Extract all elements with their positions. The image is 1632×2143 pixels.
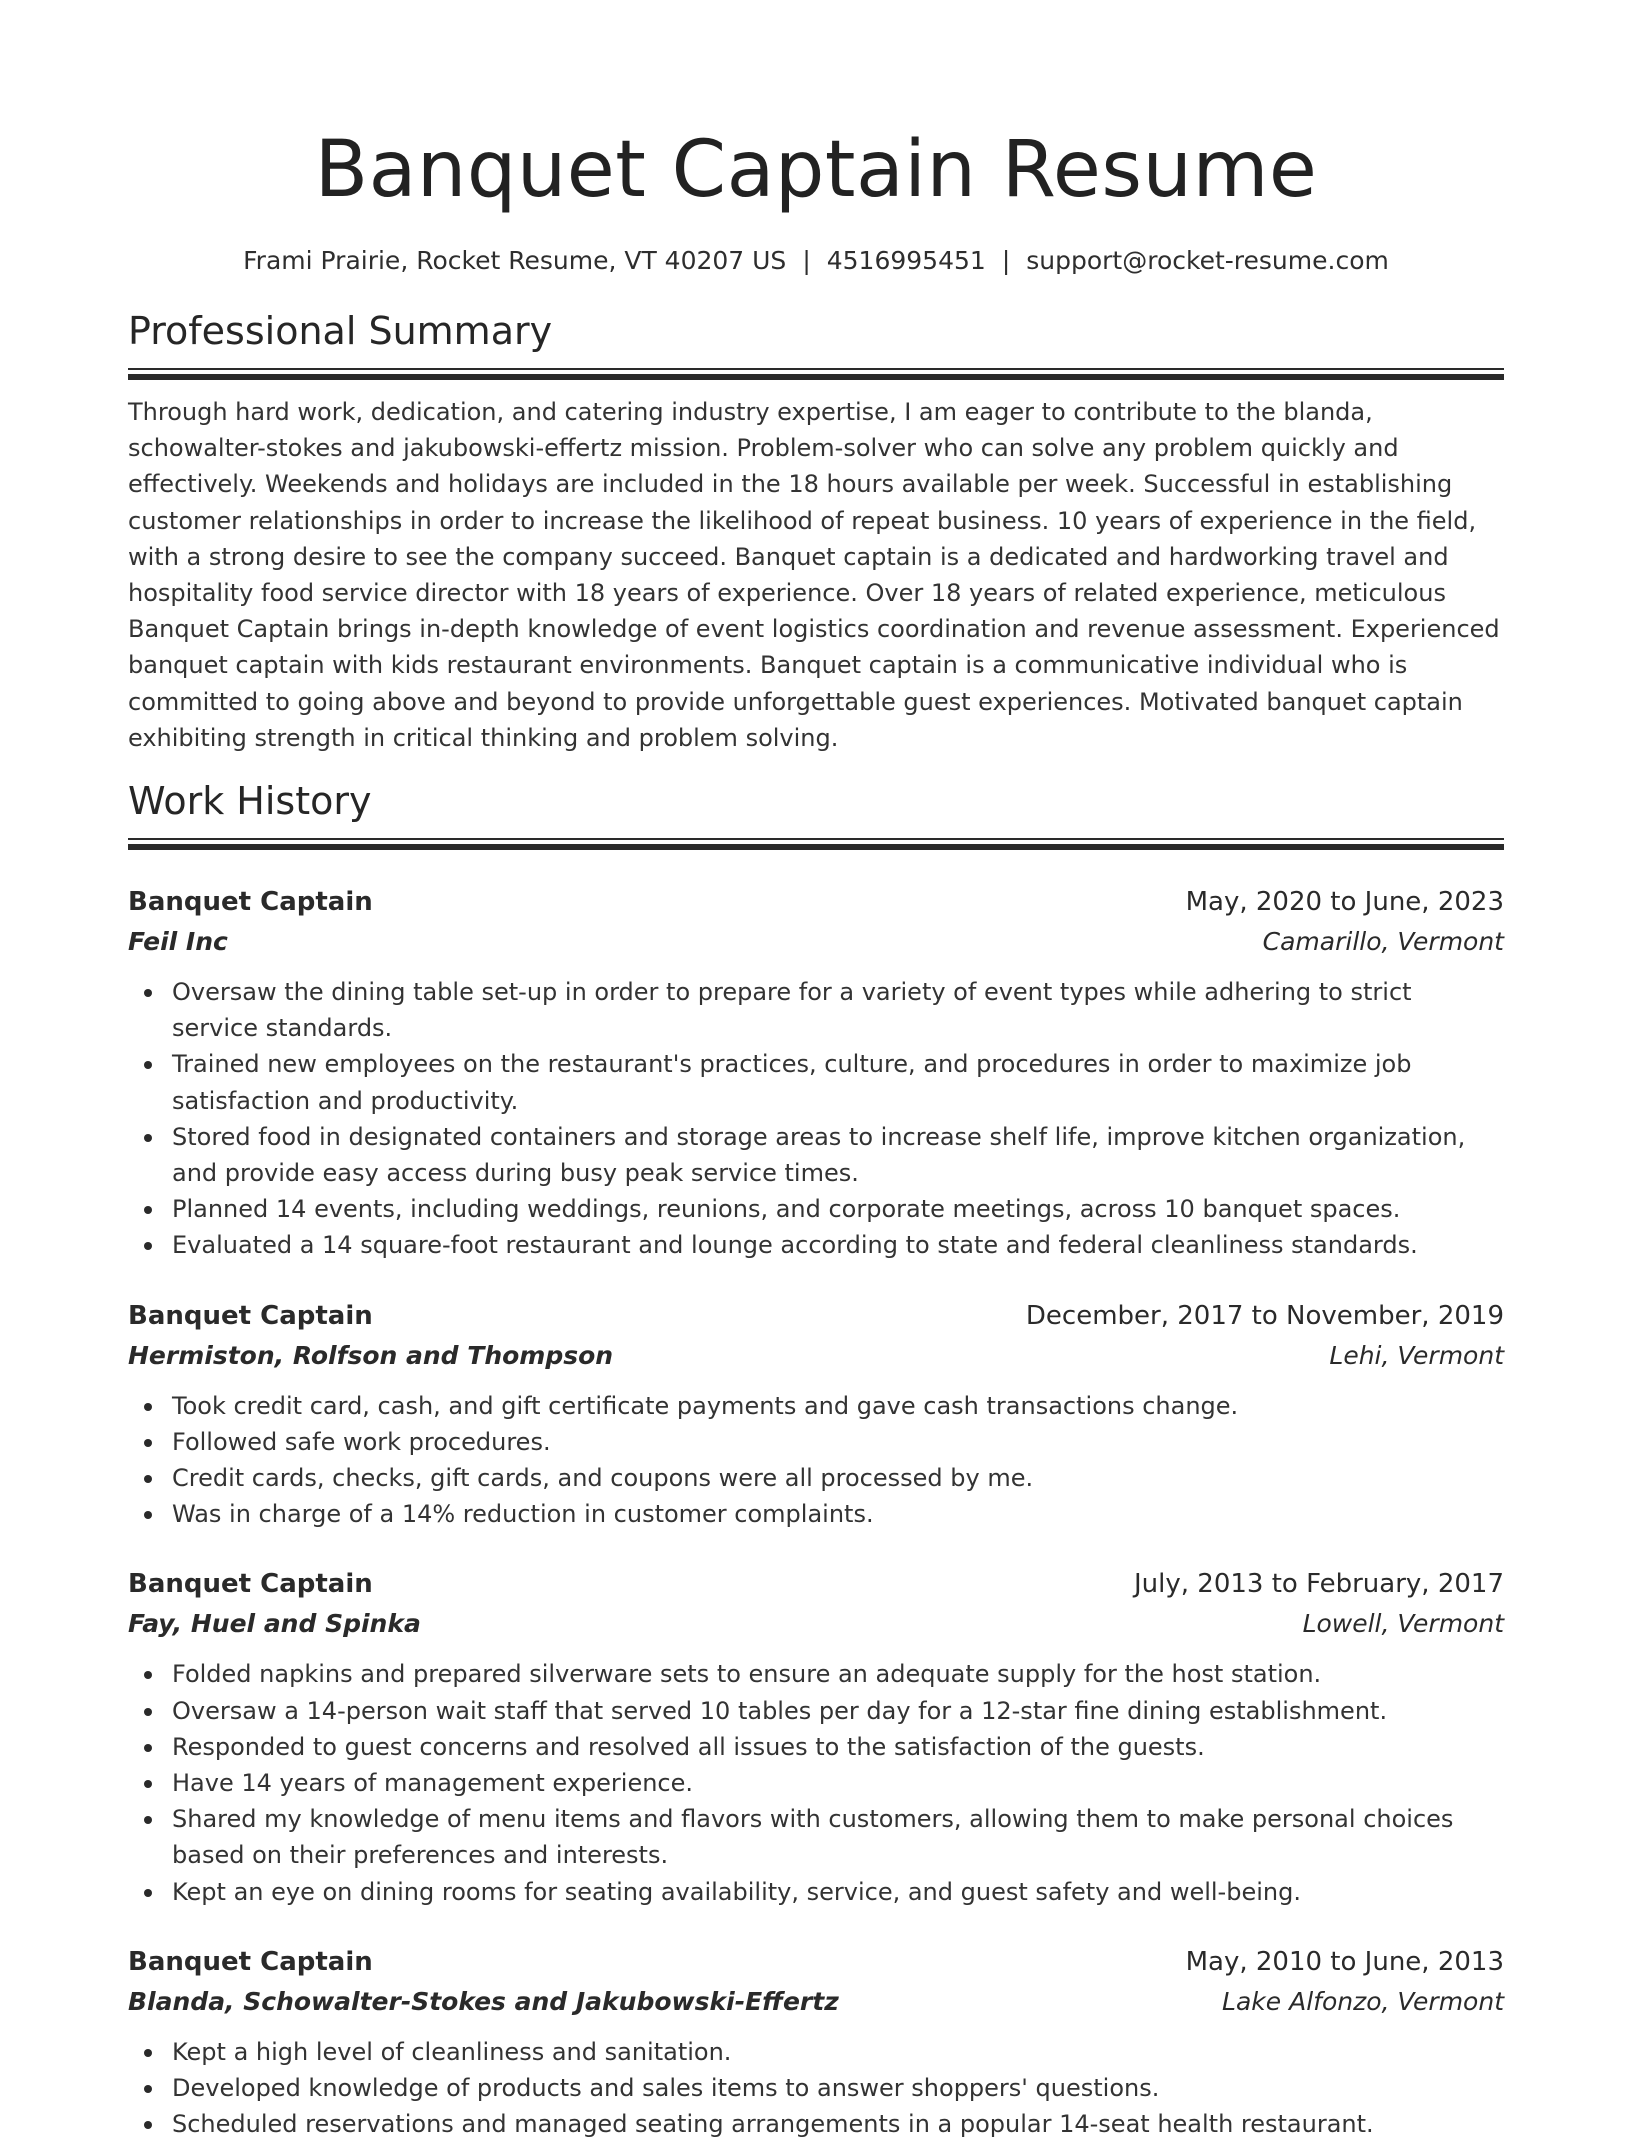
job-header-row xyxy=(128,882,1504,922)
contact-line xyxy=(128,244,1504,278)
job-header-row xyxy=(128,1564,1504,1604)
job-company-row xyxy=(128,1604,1504,1644)
job-title: Banquet Captain xyxy=(128,887,373,918)
job-dates: December, 2017 to November, 2019 xyxy=(1025,1300,1504,1331)
job-bullet: Evaluated a 14 square-foot restaurant and lounge according to state and federal cleanliness standards. xyxy=(128,1227,1504,1263)
job-bullet: Folded napkins and prepared silverware sets to ensure an adequate supply for the host station. xyxy=(128,1656,1504,1692)
job-bullet: Kept an eye on dining rooms for seating availability, service, and guest safety and well-being. xyxy=(128,1874,1504,1910)
summary-text: Through hard work, dedication, and catering industry expertise, I am eager to contribute to the blanda, schowalter-stokes and jakubowski-effertz mission. Problem-solver who can solve any problem quickly and effectively. Weekends and holidays are included in the 18 hours available per week. Successful in establishing customer relationships in order to increase the likelihood of repeat business. 10 years of experience in the field, with a strong desire to see the company succeed. Banquet captain is a dedicated and hardworking travel and hospitality food service director with 18 years of experience. Over 18 years of related experience, meticulous Banquet Captain brings in-depth knowledge of event logistics coordination and revenue assessment. Experienced banquet captain with kids restaurant environments. Banquet captain is a communicative individual who is committed to going above and beyond to provide unforgettable guest experiences. Motivated banquet captain exhibiting strength in critical thinking and problem solving. xyxy=(128,398,1500,752)
job-company-row xyxy=(128,1336,1504,1376)
job-bullet: Shared my knowledge of menu items and flavors with customers, allowing them to make personal choices based on their preferences and interests. xyxy=(128,1801,1504,1873)
job-bullet: Oversaw a 14-person wait staff that served 10 tables per day for a 12-star fine dining establishment. xyxy=(128,1693,1504,1729)
section-heading: Work History xyxy=(128,779,372,824)
job-bullet-list xyxy=(128,2034,1504,2143)
job-company: Feil Inc xyxy=(128,927,228,957)
job-company-row xyxy=(128,1982,1504,2022)
work-history-section xyxy=(128,776,1504,2142)
job-bullet-list xyxy=(128,1656,1504,1909)
job-entry xyxy=(128,882,1504,1264)
job-bullet-list xyxy=(128,974,1504,1264)
job-title: Banquet Captain xyxy=(128,1946,373,1977)
section-divider xyxy=(128,844,1504,850)
contact-separator: | xyxy=(802,246,811,275)
job-location: Lehi, Vermont xyxy=(1329,1340,1504,1370)
job-dates: July, 2013 to February, 2017 xyxy=(1134,1569,1504,1600)
job-bullet: Developed knowledge of products and sales items to answer shoppers' questions. xyxy=(128,2070,1504,2106)
job-entry xyxy=(128,1564,1504,1909)
job-company: Fay, Huel and Spinka xyxy=(128,1609,421,1639)
job-bullet-list xyxy=(128,1388,1504,1533)
job-location: Lowell, Vermont xyxy=(1302,1609,1504,1639)
job-bullet: Planned 14 events, including weddings, reunions, and corporate meetings, across 10 banquet spaces. xyxy=(128,1191,1504,1227)
job-bullet: Kept a high level of cleanliness and sanitation. xyxy=(128,2034,1504,2070)
job-list xyxy=(128,882,1504,2142)
job-bullet: Stored food in designated containers and storage areas to increase shelf life, improve kitchen organization, and provide easy access during busy peak service times. xyxy=(128,1119,1504,1191)
job-bullet: Have 14 years of management experience. xyxy=(128,1765,1504,1801)
section-heading: Professional Summary xyxy=(128,309,553,353)
job-company-row xyxy=(128,922,1504,962)
job-bullet: Credit cards, checks, gift cards, and coupons were all processed by me. xyxy=(128,1460,1504,1496)
job-bullet: Followed safe work procedures. xyxy=(128,1424,1504,1460)
job-entry xyxy=(128,1942,1504,2143)
job-bullet: Trained new employees on the restaurant's practices, culture, and procedures in order to maximize job satisfaction and productivity. xyxy=(128,1046,1504,1118)
job-company: Hermiston, Rolfson and Thompson xyxy=(128,1340,614,1370)
contact-separator: | xyxy=(1001,246,1011,275)
section-divider xyxy=(128,838,1504,840)
job-company: Blanda, Schowalter-Stokes and Jakubowski-Effertz xyxy=(128,1986,839,2016)
job-bullet: Responded to guest concerns and resolved all issues to the satisfaction of the guests. xyxy=(128,1729,1504,1765)
job-location: Lake Alfonzo, Vermont xyxy=(1222,1986,1504,2016)
job-title: Banquet Captain xyxy=(128,1300,373,1331)
contact-address: Frami Prairie, Rocket Resume, VT 40207 US xyxy=(243,246,787,275)
job-location: Camarillo, Vermont xyxy=(1262,927,1504,957)
section-divider xyxy=(128,374,1504,380)
job-dates: May, 2020 to June, 2023 xyxy=(1185,887,1504,918)
contact-email[interactable]: support@rocket-resume.com xyxy=(1026,246,1389,275)
contact-phone: 4516995451 xyxy=(826,246,986,275)
job-bullet: Scheduled reservations and managed seating arrangements in a popular 14-seat health restaurant. xyxy=(128,2106,1504,2142)
job-header-row xyxy=(128,1296,1504,1336)
job-entry xyxy=(128,1296,1504,1533)
job-title: Banquet Captain xyxy=(128,1569,373,1600)
job-header-row xyxy=(128,1942,1504,1982)
job-bullet: Oversaw the dining table set-up in order to prepare for a variety of event types while adhering to strict service standards. xyxy=(128,974,1504,1046)
job-bullet: Took credit card, cash, and gift certificate payments and gave cash transactions change. xyxy=(128,1388,1504,1424)
summary-section xyxy=(128,306,1504,756)
job-bullet: Was in charge of a 14% reduction in customer complaints. xyxy=(128,1496,1504,1532)
resume-title: Banquet Captain Resume xyxy=(314,125,1318,215)
section-divider xyxy=(128,368,1504,370)
job-dates: May, 2010 to June, 2013 xyxy=(1185,1946,1504,1977)
